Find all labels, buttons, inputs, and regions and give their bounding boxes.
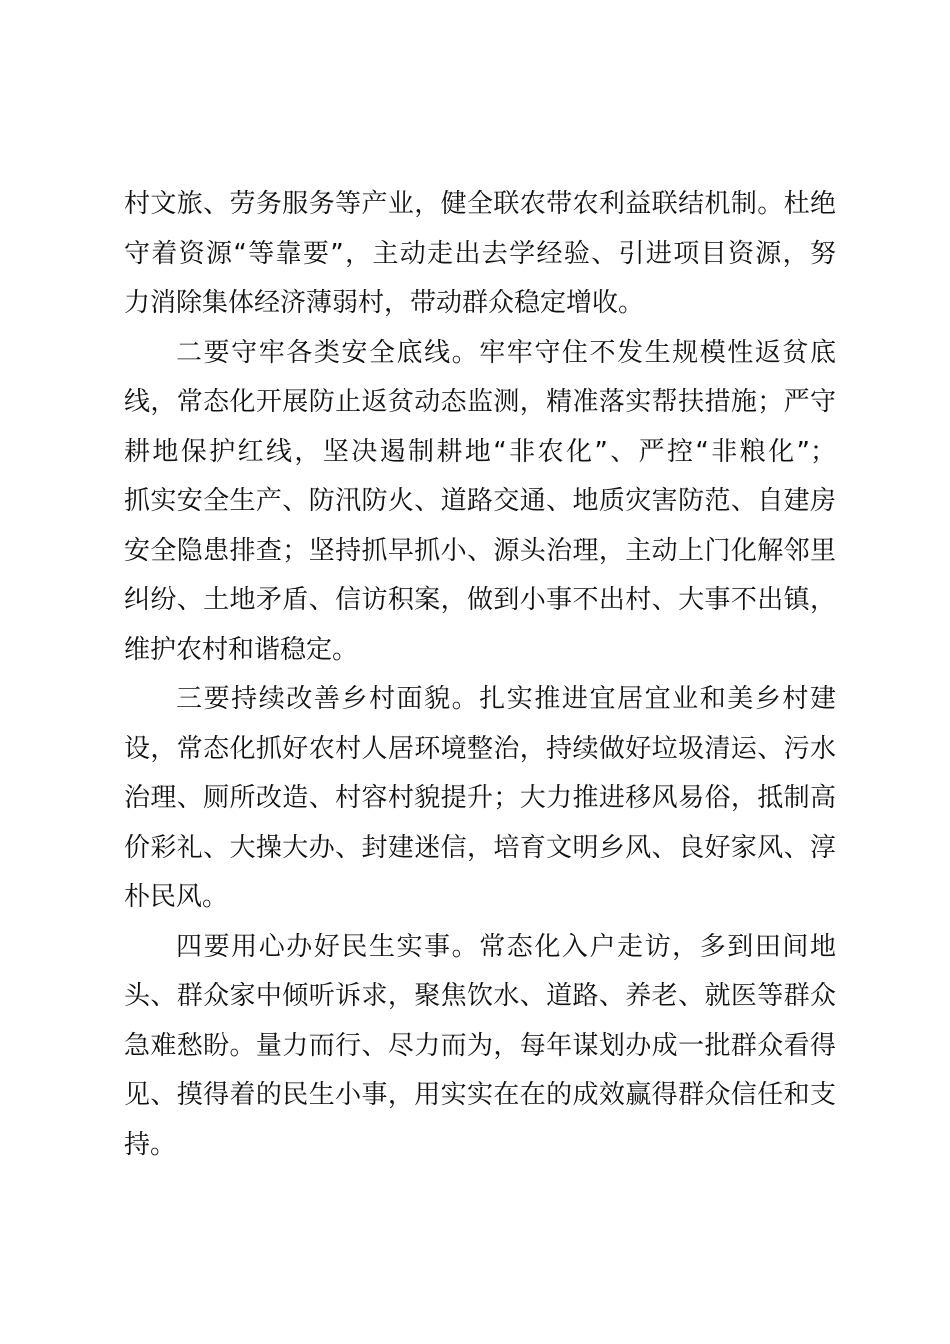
- paragraph-line: 头、群众家中倾听诉求，聚焦饮水、道路、养老、就医等群众: [124, 981, 836, 1011]
- paragraph-line: 朴民风。: [124, 882, 229, 912]
- paragraph-line: 维护农村和谐稳定。: [124, 634, 359, 665]
- paragraph-line: 急难愁盼。量力而行、尽力而为，每年谋划办成一批群众看得: [124, 1030, 836, 1061]
- paragraph-line: 力消除集体经济薄弱村，带动群众稳定增收。: [124, 288, 645, 318]
- document-body: [124, 180, 836, 1170]
- paragraph-line: 设，常态化抓好农村人居环境整治，持续做好垃圾清运、污水: [124, 733, 836, 764]
- paragraph-line: 治理、厕所改造、村容村貌提升；大力推进移风易俗，抵制高: [124, 783, 836, 813]
- paragraph-line: 纠纷、土地矛盾、信访积案，做到小事不出村、大事不出镇，: [124, 585, 836, 615]
- paragraph-line: 耕地保护红线，坚决遏制耕地“非农化”、严控“非粮化”；: [124, 436, 836, 467]
- paragraph-line: 抓实安全生产、防汛防火、道路交通、地质灾害防范、自建房: [124, 486, 836, 516]
- paragraph-line: 二要守牢各类安全底线。牢牢守住不发生规模性返贫底: [176, 337, 836, 368]
- paragraph-line: 村文旅、劳务服务等产业，健全联农带农利益联结机制。杜绝: [124, 189, 836, 219]
- paragraph-line: 见、摸得着的民生小事，用实实在在的成效赢得群众信任和支: [124, 1080, 836, 1110]
- paragraph-line: 三要持续改善乡村面貌。扎实推进宜居宜业和美乡村建: [176, 684, 836, 714]
- paragraph-line: 线，常态化开展防止返贫动态监测，精准落实帮扶措施；严守: [124, 387, 836, 417]
- paragraph-line: 安全隐患排查；坚持抓早抓小、源头治理，主动上门化解邻里: [124, 535, 836, 566]
- paragraph-line: 持。: [124, 1129, 177, 1160]
- paragraph-line: 四要用心办好民生实事。常态化入户走访，多到田间地: [176, 931, 836, 962]
- paragraph-line: 价彩礼、大操大办、封建迷信，培育文明乡风、良好家风、淳: [124, 832, 836, 863]
- paragraph-line: 守着资源“等靠要”，主动走出去学经验、引进项目资源，努: [124, 238, 836, 269]
